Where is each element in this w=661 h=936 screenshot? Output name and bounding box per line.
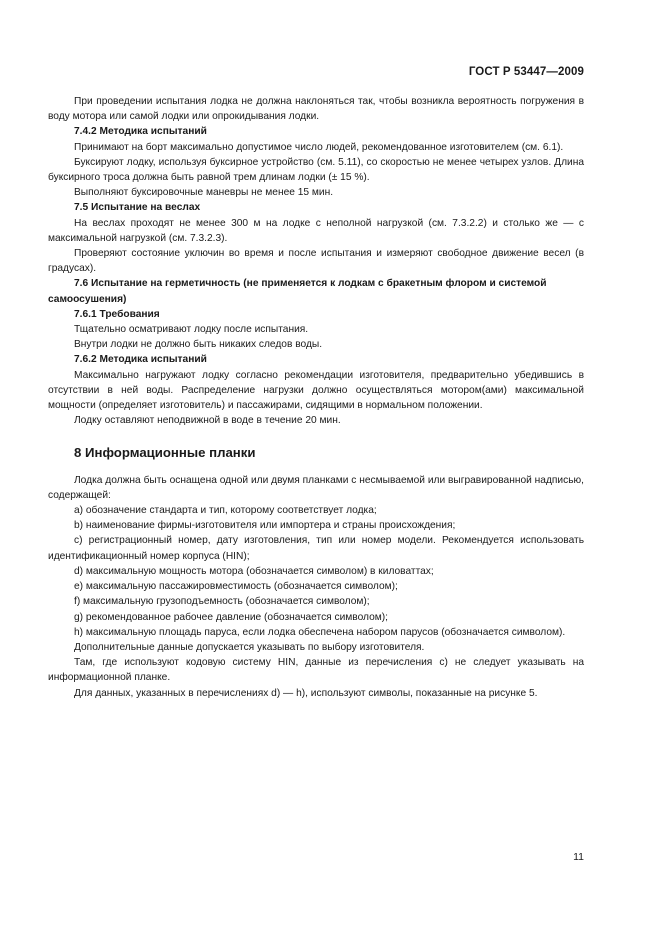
paragraph: c) регистрационный номер, дату изготовления, тип или номер модели. Рекомендуется использовать идентификационный номер корпуса (HIN);: [48, 535, 584, 562]
paragraph: а) обозначение стандарта и тип, которому соответствует лодка;: [74, 505, 377, 517]
paragraph: f) максимальную грузоподъемность (обозначается символом);: [74, 596, 370, 608]
paragraph: Проверяют состояние уключин во время и после испытания и измеряют свободное движение весел (в градусах).: [48, 248, 584, 275]
subsection-heading: 7.5 Испытание на веслах: [74, 202, 201, 214]
paragraph: b) наименование фирмы-изготовителя или импортера и страны происхождения;: [74, 520, 456, 532]
paragraph: h) максимальную площадь паруса, если лодка обеспечена набором парусов (обозначается символом).: [74, 626, 566, 638]
subsection-heading: 7.4.2 Методика испытаний: [74, 126, 207, 138]
paragraph: Там, где используют кодовую систему HIN, данные из перечисления с) не следует указывать на информационной планке.: [48, 657, 584, 684]
paragraph: Дополнительные данные допускается указывать по выбору изготовителя.: [74, 641, 425, 653]
paragraph: Для данных, указанных в перечислениях d) — h), используют символы, показанные на рисунке 5.: [74, 687, 538, 699]
paragraph: Буксируют лодку, используя буксирное устройство (см. 5.11), со скоростью не менее четырех узлов. Длина буксирного троса должна быть равной трем длинам лодки (± 15 %).: [48, 156, 584, 184]
paragraph: Лодку оставляют неподвижной в воде в течение 20 мин.: [74, 415, 341, 427]
paragraph: e) максимальную пассажировместимость (обозначается символом);: [74, 581, 398, 593]
paragraph: Внутри лодки не должно быть никаких следов воды.: [74, 339, 323, 351]
paragraph: Максимально нагружают лодку согласно рекомендации изготовителя, предварительно убедившись в отсутствии в ней воды. Распределение нагрузки должно осуществляться мотором(ами) максимальной мощности (определяет изготовитель) и пассажирами, сидящими в нормальном положении.: [48, 369, 584, 412]
paragraph: g) рекомендованное рабочее давление (обозначается символом);: [74, 611, 388, 623]
paragraph: Выполняют буксировочные маневры не менее 15 мин.: [74, 187, 334, 199]
section-heading: 8 Информационные планки: [74, 445, 256, 461]
standard-header: ГОСТ Р 53447—2009: [468, 66, 584, 78]
paragraph: На веслах проходят не менее 300 м на лодке с неполной нагрузкой (см. 7.3.2.2) и столько же — с максимальной нагрузкой (см. 7.3.2.3).: [48, 217, 584, 244]
subsection-heading: 7.6.1 Требования: [74, 308, 160, 320]
paragraph: Тщательно осматривают лодку после испытания.: [74, 324, 309, 336]
paragraph: При проведении испытания лодка не должна наклоняться так, чтобы возникла вероятность погружения в воду мотора или самой лодки или опрокидывания лодки.: [48, 96, 584, 123]
document-body: [48, 94, 584, 701]
subsection-heading: 7.6 Испытание на герметичность (не применяется к лодкам с бракетным флором и системой самоосушения): [48, 278, 547, 305]
paragraph: d) максимальную мощность мотора (обозначается символом) в киловаттах;: [74, 565, 434, 577]
paragraph: Принимают на борт максимально допустимое число людей, рекомендованное изготовителем (см. 6.1).: [74, 141, 564, 153]
subsection-heading: 7.6.2 Методика испытаний: [74, 354, 207, 366]
page-number: 11: [573, 851, 584, 863]
paragraph: Лодка должна быть оснащена одной или двумя планками с несмываемой или выгравированной надписью, содержащей:: [48, 474, 584, 501]
